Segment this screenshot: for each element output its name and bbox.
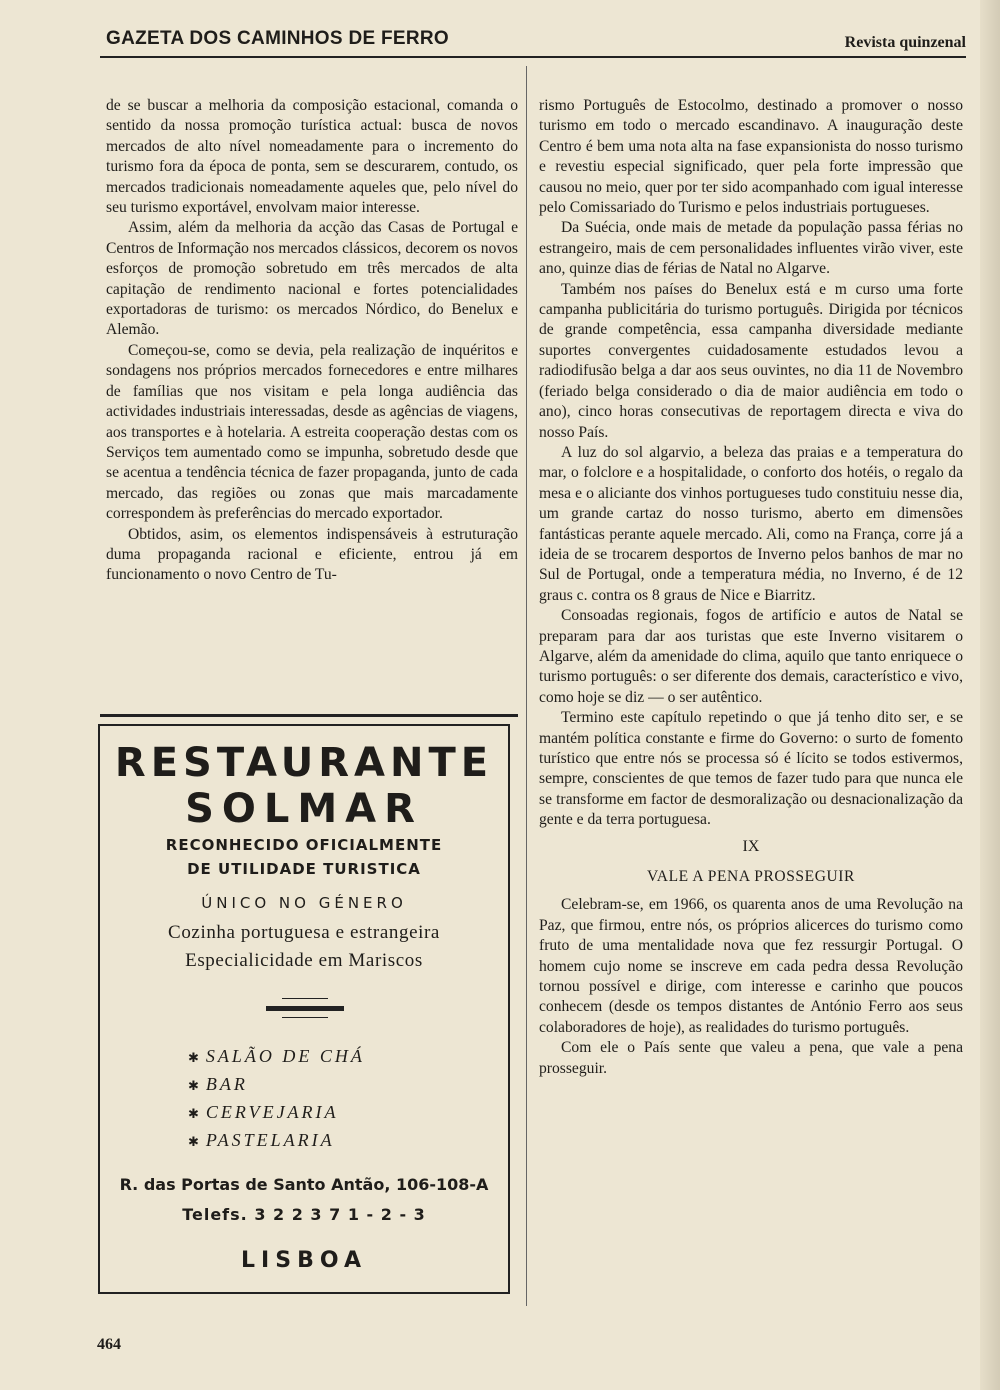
ad-unique-tagline: ÚNICO NO GÉNERO xyxy=(201,894,407,912)
ad-phone: Telefs. 3 2 2 3 7 1 - 2 - 3 xyxy=(182,1205,426,1224)
page-edge-shadow xyxy=(980,0,1000,1390)
section-number: IX xyxy=(742,837,760,855)
restaurant-advertisement xyxy=(98,724,510,1294)
journal-title: GAZETA DOS CAMINHOS DE FERRO xyxy=(106,28,450,49)
advertisement-top-rule xyxy=(100,714,518,717)
paragraph: Começou-se, como se devia, pela realização de inquéritos e sondagens nos próprios mercados fornecedores e entre milhares de famílias que nos visitam e pela longa audiência das actividades industriais interessadas, desde as agências de viagens, aos transportes e à hotelaria. A estreita cooperação destas com os Serviços tem aumentado como se impunha, sobretudo desde que se acentua a tendência técnica de fazer propaganda, junto de cada mercado, das regiões ou zonas que mais marcadamente correspondem às preferências do mercado exportador. xyxy=(106,341,518,523)
page-number: 464 xyxy=(97,1336,121,1353)
ad-service-item xyxy=(188,1070,448,1098)
paragraph: de se buscar a melhoria da composição estacional, comanda o sentido da nossa promoção turística actual: busca de novos mercados de alto nível nomeadamente para o incremento do turismo fora da época de ponta, sem se descurarem, contudo, os mercados tradicionais nomeadamente aqueles que, pelo nível do seu turismo exportável, envolvam maior interesse. xyxy=(106,97,518,217)
ad-service-item xyxy=(188,1042,448,1070)
page-header xyxy=(100,22,966,58)
ad-services-list xyxy=(188,1042,448,1154)
left-column xyxy=(106,96,518,586)
section-title: VALE A PENA PROSSEGUIR xyxy=(646,868,855,886)
paragraph: Da Suécia, onde mais de metade da população passa férias no estrangeiro, mais de cem personalidades influentes virão viver, este ano, quinze dias de férias de Natal no Algarve. xyxy=(539,219,963,278)
ad-specialty: Especialicidade em Mariscos xyxy=(185,950,423,971)
journal-subtitle: Revista quinzenal xyxy=(844,34,966,51)
ad-service-item xyxy=(188,1126,448,1154)
ad-divider-bar xyxy=(266,1006,344,1011)
ad-certification-line2: DE UTILIDADE TURISTICA xyxy=(187,860,421,878)
ad-address: R. das Portas de Santo Antão, 106-108-A xyxy=(119,1175,489,1194)
column-divider xyxy=(526,66,527,1306)
asterisk-icon: ✱ xyxy=(188,1078,202,1093)
asterisk-icon: ✱ xyxy=(188,1134,202,1149)
ad-service-label: PASTELARIA xyxy=(205,1130,335,1150)
right-column xyxy=(539,96,963,1079)
paragraph: Termino este capítulo repetindo o que já tenho dito ser, e se mantém política constante e firme do Governo: o surto de fomento turístico que entre nós se processa só é lícito se todos estivermos, sempre, conscientes de que temos de fazer tudo para que nunca ele se transforme em factor de desmoralização ou desnacionalização da gente e da terra portuguesa. xyxy=(539,709,963,829)
ad-service-label: CERVEJARIA xyxy=(205,1102,339,1122)
ad-restaurant-name: SOLMAR xyxy=(185,786,423,832)
paragraph: Obtidos, asim, os elementos indispensáveis à estruturação duma propaganda racional e eficiente, entrou já em funcionamento o novo Centro de Tu- xyxy=(106,525,518,584)
paragraph: Assim, além da melhoria da acção das Casas de Portugal e Centros de Informação nos mercados clássicos, decorem os novos esforços de promoção sobretudo em três mercados de alta capitação de rendimento nacional e fortes potencialidades exportadoras de turismo: os mercados Nórdico, do Benelux e Alemão. xyxy=(106,219,518,339)
ad-divider-thin-top xyxy=(282,998,328,999)
ad-restaurant-word: RESTAURANTE xyxy=(114,740,494,786)
ad-cuisine: Cozinha portuguesa e estrangeira xyxy=(168,922,440,943)
asterisk-icon: ✱ xyxy=(188,1050,202,1065)
paragraph: rismo Português de Estocolmo, destinado a promover o nosso turismo em todo o mercado escandinavo. A inauguração deste Centro é bem uma nota alta na fase expansionista do nosso turismo e revestiu especial significado, quer pela forte impressão que causou no meio, quer por ter sido acompanhado com igual interesse pelo Comissariado do Turismo e pelos industriais portugueses. xyxy=(539,97,963,217)
paragraph: Com ele o País sente que valeu a pena, que vale a pena prosseguir. xyxy=(539,1039,963,1077)
paragraph: Consoadas regionais, fogos de artifício e autos de Natal se preparam para dar aos turistas que este Inverno visitarem o Algarve, além da amenidade do clima, aquilo que tanto enriquece o turismo português: o ser diferente dos demais, característico e vivo, como hoje se diz — o ser autêntico. xyxy=(539,607,963,706)
ad-service-item xyxy=(188,1098,448,1126)
ad-service-label: SALÃO DE CHÁ xyxy=(205,1046,365,1066)
ad-city: LISBOA xyxy=(241,1248,367,1273)
ad-service-label: BAR xyxy=(205,1074,248,1094)
paragraph: Celebram-se, em 1966, os quarenta anos de uma Revolução na Paz, que firmou, entre nós, os próprios alicerces do turismo como fruto de uma mentalidade nova que fez ressurgir Portugal. O homem cujo nome se inscreve em cada pedra dessa Revolução tornou possível e dirige, com interesse e carinho que poucos conhecem (desde os tempos distantes de António Ferro aos seus colaboradores de hoje), as realidades do turismo português. xyxy=(539,896,963,1036)
paragraph: A luz do sol algarvio, a beleza das praias e a temperatura do mar, o folclore e a hospitalidade, o conforto dos hotéis, o regalo da mesa e o aliciante dos vinhos portugueses tudo constituiu nesse dia, um grande cartaz do nosso turismo, aberto em dimensões fantásticas perante aquele mercado. Ali, como na França, corre já a ideia de se trocarem desportos de Inverno pelos banhos de mar no Sul de Portugal, onde a temperatura média, no Inverno, é de 12 graus c. contra os 8 graus de Nice e Biarritz. xyxy=(539,443,963,604)
ad-divider-thin-bottom xyxy=(282,1017,328,1018)
ad-certification-line1: RECONHECIDO OFICIALMENTE xyxy=(165,836,443,854)
asterisk-icon: ✱ xyxy=(188,1106,202,1121)
paragraph: Também nos países do Benelux está e m curso uma forte campanha publicitária do turismo português. Dirigida por técnicos de grande competência, essa campanha diversidade mediante suportes convergentes cuidadosamente estudados levou a radiodifusão belga a dar aos seus ouvintes, no dia 11 de Novembro (feriado belga considerado o dia de maior audiência em todo o ano), cinco horas consecutivas de reportagem directa e viva do nosso País. xyxy=(539,280,963,441)
